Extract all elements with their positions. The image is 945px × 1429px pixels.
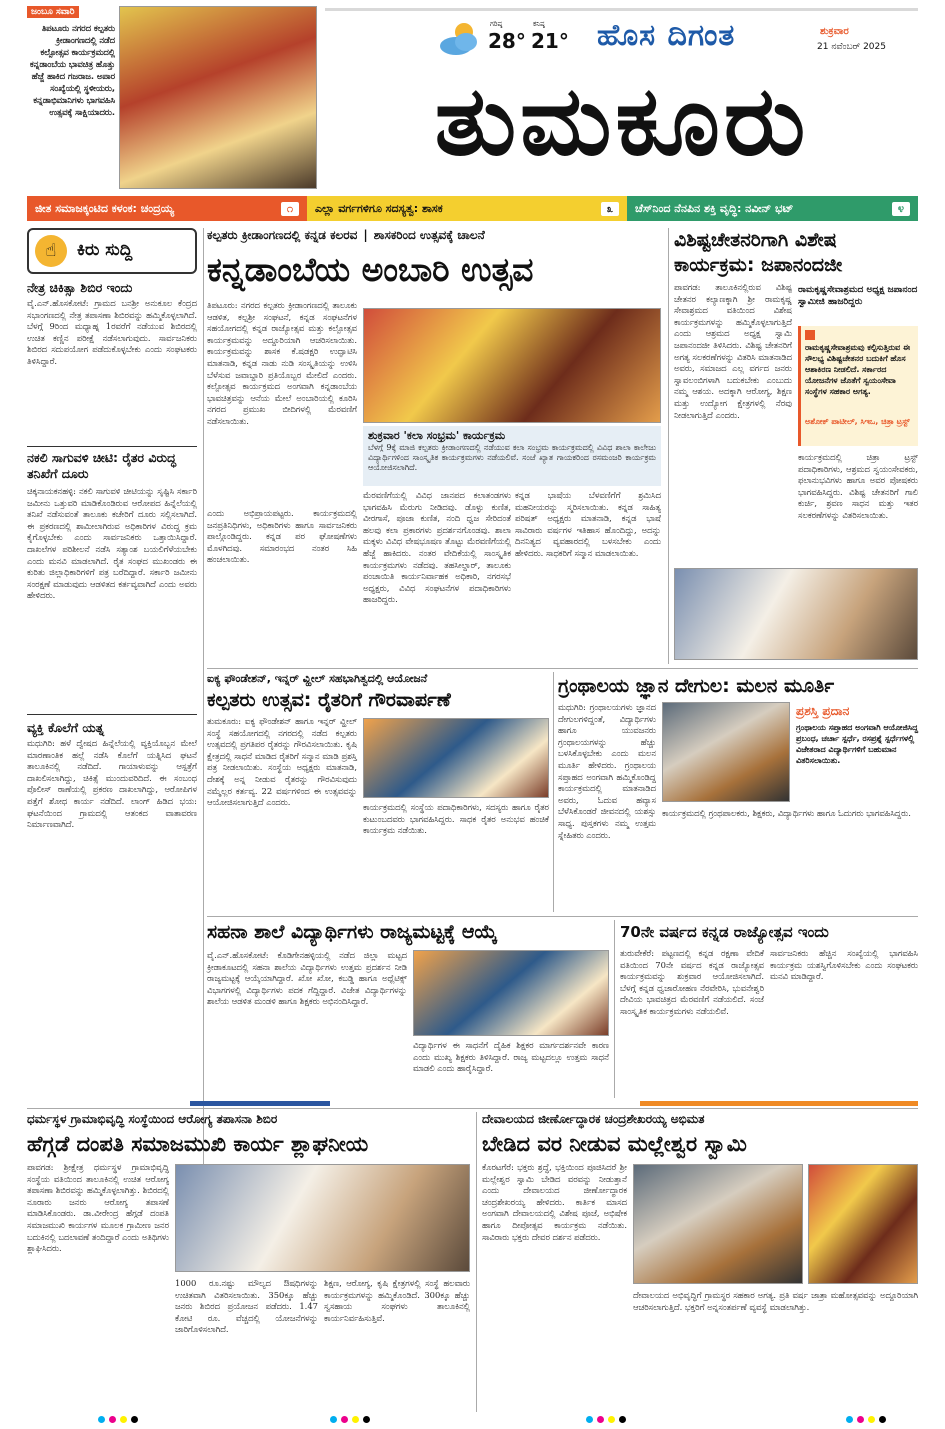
mid-left-body-2: ಕಾರ್ಯಕ್ರಮದಲ್ಲಿ ಸಂಸ್ಥೆಯ ಪದಾಧಿಕಾರಿಗಳು, ಸದಸ್ಯರು ಹಾಗೂ ರೈತರ ಕುಟುಂಬದವರು ಭಾಗವಹಿಸಿದ್ದರು. ಸಾಧಕ ರೈತರ ಅನುಭವ ಹಂಚಿಕೆ ಕಾರ್ಯಕ್ರಮ ನಡೆಯಿತು.	[363, 802, 549, 836]
bottom-left-story	[27, 1112, 470, 1412]
registration-marks	[330, 1416, 370, 1423]
pull-quote: ರಾಮಕೃಷ್ಣಸೇವಾಶ್ರಮದ ಅಧ್ಯಕ್ಷ ಜಪಾನಂದ ಸ್ವಾಮೀಜಿ ಹಾಜರಿದ್ದರು	[798, 285, 918, 307]
city-title: ತುಮಕೂರು	[434, 65, 810, 177]
mid-right-headline[interactable]: ಗ್ರಂಥಾಲಯ ಜ್ಞಾನ ದೇಗುಲ: ಮಲನ ಮೂರ್ತಿ	[558, 675, 835, 697]
reg-dot	[131, 1416, 138, 1423]
column-divider	[203, 228, 204, 1228]
right-body-col2: ಕಾರ್ಯಕ್ರಮದಲ್ಲಿ ಚಿತ್ರಾ ಟ್ರಸ್ಟ್ ಪದಾಧಿಕಾರಿಗಳು, ಆಶ್ರಮದ ಸ್ವಯಂಸೇವಕರು, ಫಲಾನುಭವಿಗಳು ಹಾಗೂ ಅವರ ಪೋಷಕರು ಭಾಗವಹಿಸಿದ್ದರು. ವಿಶಿಷ್ಟ ಚೇತನರಿಗೆ ಗಾಲಿ ಕುರ್ಚಿ, ಶ್ರವಣ ಸಾಧನ ಮತ್ತು ಇತರ ಸಲಕರಣೆಗಳನ್ನು ವಿತರಿಸಲಾಯಿತು.	[798, 452, 918, 520]
ticker-item-text: ಎಲ್ಲಾ ವರ್ಗಗಳಿಗೂ ಸದಸ್ಯತ್ವ: ಶಾಸಕ	[315, 201, 443, 215]
reg-dot	[608, 1416, 615, 1423]
lead-kicker	[207, 228, 662, 243]
ticker-bar	[27, 196, 918, 221]
reg-dot	[109, 1416, 116, 1423]
lead-kicker-1: ಕಲ್ಪತರು ಕ್ರೀಡಾಂಗಣದಲ್ಲಿ ಕನ್ನಡ ಕಲರವ	[207, 228, 358, 242]
quote-author: ಅಶೋಕ್ ಪಾಟೀಲ್, ಸಿಇಒ, ಚಿತ್ರಾ ಟ್ರಸ್ಟ್	[805, 417, 910, 426]
right-photo	[674, 568, 918, 660]
mid-right-story	[558, 672, 918, 912]
lead-caption-box	[363, 426, 661, 486]
hand-icon: ☝	[35, 235, 67, 267]
weather	[436, 18, 569, 60]
lead-kicker-2: ಶಾಸಕರಿಂದ ಉತ್ಸವಕ್ಕೆ ಚಾಲನೆ	[373, 228, 485, 242]
masthead	[0, 0, 945, 195]
top-photo-tag: ಜಂಬೂ ಸವಾರಿ	[27, 6, 79, 18]
reg-dot	[586, 1416, 593, 1423]
ticker-item-text: ಜೀತ ಸಮಾಜಕ್ಕಂಟಿದ ಕಳಂಕ: ಚಂದ್ರಯ್ಯ	[35, 201, 175, 215]
sahana-body-2: ವಿದ್ಯಾರ್ಥಿಗಳ ಈ ಸಾಧನೆಗೆ ದೈಹಿಕ ಶಿಕ್ಷಕರ ಮಾರ್ಗದರ್ಶನವೇ ಕಾರಣ ಎಂದು ಮುಖ್ಯ ಶಿಕ್ಷಕರು ತಿಳಿಸಿದ್ದಾರೆ. ರಾಜ್ಯ ಮಟ್ಟದಲ್ಲೂ ಉತ್ತಮ ಸಾಧನೆ ಮಾಡಲಿ ಎಂದು ಹಾರೈಸಿದ್ದಾರೆ.	[413, 1040, 609, 1074]
ticker-item[interactable]	[27, 196, 307, 221]
weather-cloud-sun-icon	[436, 18, 484, 58]
registration-marks	[846, 1416, 886, 1423]
lead-photo	[363, 308, 661, 423]
mid-left-story	[207, 672, 549, 912]
sahana-body: ವೈ.ಎನ್.ಹೊಸಕೋಟೆ: ಕೊಡಿಗೇನಹಳ್ಳಿಯಲ್ಲಿ ನಡೆದ ಜಿಲ್ಲಾ ಮಟ್ಟದ ಕ್ರೀಡಾಕೂಟದಲ್ಲಿ ಸಹನಾ ಶಾಲೆಯ ವಿದ್ಯಾರ್ಥಿಗಳು ಉತ್ತಮ ಪ್ರದರ್ಶನ ನೀಡಿ ರಾಜ್ಯಮಟ್ಟಕ್ಕೆ ಆಯ್ಕೆಯಾಗಿದ್ದಾರೆ. ಖೋ ಖೋ, ಕಬಡ್ಡಿ ಹಾಗೂ ಅಥ್ಲೆಟಿಕ್ಸ್ ವಿಭಾಗಗಳಲ್ಲಿ ವಿದ್ಯಾರ್ಥಿಗಳು ಪದಕ ಗೆದ್ದಿದ್ದಾರೆ. ವಿಜೇತ ವಿದ್ಯಾರ್ಥಿಗಳನ್ನು ಶಾಲೆಯ ಆಡಳಿತ ಮಂಡಳಿ ಹಾಗೂ ಶಿಕ್ಷಕರು ಅಭಿನಂದಿಸಿದ್ದಾರೆ.	[207, 950, 407, 1007]
right-headline[interactable]: ವಿಶಿಷ್ಟಚೇತನರಿಗಾಗಿ ವಿಶೇಷ ಕಾರ್ಯಕ್ರಮ: ಜಪಾನಂದಜೀ	[674, 229, 843, 276]
column-divider	[476, 1112, 477, 1412]
mid-right-photo	[662, 702, 790, 802]
reg-dot	[363, 1416, 370, 1423]
reg-dot	[868, 1416, 875, 1423]
ticker-item[interactable]	[307, 196, 627, 221]
reg-dot	[341, 1416, 348, 1423]
lead-body-col3: ಕನ್ನಡ ಭಾಷೆಯ ಬೆಳವಣಿಗೆಗೆ ಶ್ರಮಿಸಿದ ಮಹನೀಯರನ್ನು ಸ್ಮರಿಸಲಾಯಿತು. ಕನ್ನಡ ಸಾಹಿತ್ಯ ಪರಿಷತ್ ಅಧ್ಯಕ್ಷರು ಮಾತನಾಡಿ, ಕನ್ನಡ ಭಾಷೆ ಸಾವಿರಾರು ವರ್ಷಗಳ ಇತಿಹಾಸ ಹೊಂದಿದ್ದು, ಅದನ್ನು ದಿನನಿತ್ಯದ ವ್ಯವಹಾರದಲ್ಲಿ ಬಳಸಬೇಕು ಎಂದು ಹೇಳಿದರು. ಸಾಧಕರಿಗೆ ಸನ್ಮಾನ ಮಾಡಲಾಯಿತು.	[515, 490, 661, 558]
quote-text: ರಾಮಕೃಷ್ಣಸೇವಾಶ್ರಮವು ಕಲ್ಪಿಸುತ್ತಿರುವ ಈ ಸೌಲಭ್ಯ ವಿಶಿಷ್ಟಚೇತನರ ಬದುಕಿಗೆ ಹೊಸ ಆಶಾಕಿರಣ ನೀಡಲಿದೆ. ಸರ್ಕಾರದ ಯೋಜನೆಗಳ ಜೊತೆಗೆ ಸ್ವಯಂಸೇವಾ ಸಂಸ್ಥೆಗಳ ಸಹಕಾರ ಅಗತ್ಯ.	[805, 343, 910, 396]
mid-left-headline[interactable]: ಕಲ್ಪತರು ಉತ್ಸವ: ರೈತರಿಗೆ ಗೌರವಾರ್ಪಣೆ	[207, 689, 451, 711]
temp-max: 28°	[488, 29, 526, 53]
bottom-left-kicker: ಧರ್ಮಸ್ಥಳ ಗ್ರಾಮಾಭಿವೃದ್ಧಿ ಸಂಸ್ಥೆಯಿಂದ ಆರೋಗ್ಯ ತಪಾಸನಾ ಶಿಬಿರ	[27, 1112, 278, 1126]
lead-body-col2: ಮೆರವಣಿಗೆಯಲ್ಲಿ ವಿವಿಧ ಜಾನಪದ ಕಲಾತಂಡಗಳು ಭಾಗವಹಿಸಿ ಮೆರುಗು ನೀಡಿದವು. ಡೊಳ್ಳು ಕುಣಿತ, ವೀರಗಾಸೆ, ಪೂಜಾ ಕುಣಿತ, ನಂದಿ ಧ್ವಜ ಸೇರಿದಂತೆ ಹಲವು ಕಲಾ ಪ್ರಕಾರಗಳು ಪ್ರದರ್ಶನಗೊಂಡವು. ಶಾಲಾ ಮಕ್ಕಳು ವಿವಿಧ ವೇಷಭೂಷಣ ತೊಟ್ಟು ಮೆರವಣಿಗೆಯಲ್ಲಿ ಹೆಜ್ಜೆ ಹಾಕಿದರು. ನಂತರ ವೇದಿಕೆಯಲ್ಲಿ ಸಾಂಸ್ಕೃತಿಕ ಕಾರ್ಯಕ್ರಮಗಳು ನಡೆದವು. ತಹಸೀಲ್ದಾರ್, ತಾಲೂಕು ಪಂಚಾಯಿತಿ ಕಾರ್ಯನಿರ್ವಾಹಕ ಅಧಿಕಾರಿ, ನಗರಸಭೆ ಅಧ್ಯಕ್ಷರು, ವಿವಿಧ ಸಂಘಟನೆಗಳ ಪದಾಧಿಕಾರಿಗಳು ಹಾಜರಿದ್ದರು.	[363, 490, 511, 605]
award-head: ಪ್ರಶಸ್ತಿ ಪ್ರದಾನ	[796, 704, 850, 718]
bottom-left-photo	[175, 1164, 470, 1272]
ticker-item[interactable]	[627, 196, 918, 221]
ticker-item-text: ಚೆಸ್‌ನಿಂದ ನೆನಪಿನ ಶಕ್ತಿ ವೃದ್ಧಿ: ನವೀನ್ ಭಟ್	[635, 201, 794, 215]
brief-headline[interactable]: ವ್ಯಕ್ತಿ ಕೊಲೆಗೆ ಯತ್ನ	[27, 720, 105, 735]
bottom-right-story	[482, 1112, 918, 1412]
kiru-suddi-header	[27, 228, 197, 274]
lead-story	[207, 228, 662, 664]
bottom-left-body-3: ಶಿಕ್ಷಣ, ಆರೋಗ್ಯ, ಕೃಷಿ ಕ್ಷೇತ್ರಗಳಲ್ಲಿ ಸಂಸ್ಥೆ ಹಲವಾರು ಕಾರ್ಯಕ್ರಮಗಳನ್ನು ಹಮ್ಮಿಕೊಂಡಿದೆ. 300ಕ್ಕೂ ಹೆಚ್ಚು ಸ್ವಸಹಾಯ ಸಂಘಗಳು ತಾಲೂಕಿನಲ್ಲಿ ಕಾರ್ಯನಿರ್ವಹಿಸುತ್ತಿವೆ.	[324, 1278, 470, 1323]
temp-min: 21°	[531, 29, 569, 53]
lead-body-col1b: ಎಂದು ಅಭಿಪ್ರಾಯಪಟ್ಟರು. ಕಾರ್ಯಕ್ರಮದಲ್ಲಿ ಜನಪ್ರತಿನಿಧಿಗಳು, ಅಧಿಕಾರಿಗಳು ಹಾಗೂ ಸಾರ್ವಜನಿಕರು ಪಾಲ್ಗೊಂಡಿದ್ದರು. ಕನ್ನಡ ಪರ ಘೋಷಣೆಗಳು ಮೊಳಗಿದವು. ಸಮಾರಂಭದ ನಂತರ ಸಿಹಿ ಹಂಚಲಾಯಿತು.	[207, 508, 357, 565]
bottom-left-headline[interactable]: ಹೆಗ್ಗಡೆ ದಂಪತಿ ಸಮಾಜಮುಖಿ ಕಾರ್ಯ ಶ್ಲಾಘನೀಯ	[27, 1132, 369, 1156]
sahana-photo	[413, 950, 609, 1036]
ticker-item-page: ೧	[281, 202, 299, 216]
mid-left-photo	[363, 718, 549, 798]
bottom-right-photo-deity	[808, 1164, 918, 1284]
kicker-separator: |	[363, 228, 368, 242]
divider	[27, 714, 197, 715]
top-photo-caption: ತಿಪಟೂರು ನಗರದ ಕಲ್ಪತರು ಕ್ರೀಡಾಂಗಣದಲ್ಲಿ ನಡೆದ ಕಲ್ಪೋತ್ಸವ ಕಾರ್ಯಕ್ರಮದಲ್ಲಿ ಕನ್ನಡಾಂಬೆಯ ಭಾವಚಿತ್ರ ಹೊತ್ತು ಹೆಜ್ಜೆ ಹಾಕಿದ ಗಜರಾಜ. ಅಪಾರ ಸಂಖ್ಯೆಯಲ್ಲಿ ಸ್ಥಳೀಯರು, ಕನ್ನಡಾಭಿಮಾನಿಗಳು ಭಾಗವಹಿಸಿ ಉತ್ಸವಕ್ಕೆ ಸಾಕ್ಷಿಯಾದರು.	[29, 23, 115, 117]
section-divider	[27, 1108, 918, 1109]
column-divider	[668, 228, 669, 664]
brief-body: ಮಧುಗಿರಿ: ಹಳೆ ದ್ವೇಷದ ಹಿನ್ನೆಲೆಯಲ್ಲಿ ವ್ಯಕ್ತಿಯೊಬ್ಬನ ಮೇಲೆ ಮಾರಣಾಂತಿಕ ಹಲ್ಲೆ ನಡೆಸಿ ಕೊಲೆಗೆ ಯತ್ನಿಸಿದ ಘಟನೆ ತಾಲೂಕಿನಲ್ಲಿ ನಡೆದಿದೆ. ಗಾಯಾಳುವನ್ನು ಆಸ್ಪತ್ರೆಗೆ ದಾಖಲಿಸಲಾಗಿದ್ದು, ಚಿಕಿತ್ಸೆ ಮುಂದುವರಿದಿದೆ. ಈ ಸಂಬಂಧ ಪೊಲೀಸ್ ಠಾಣೆಯಲ್ಲಿ ಪ್ರಕರಣ ದಾಖಲಾಗಿದ್ದು, ಆರೋಪಿಗಳ ಪತ್ತೆಗೆ ಶೋಧ ಕಾರ್ಯ ನಡೆದಿದೆ. ಲಾಂಗ್ ಹಿಡಿದ ಭಯ: ಘಟನೆಯಿಂದ ಗ್ರಾಮದಲ್ಲಿ ಆತಂಕದ ವಾತಾವರಣ ನಿರ್ಮಾಣವಾಗಿದೆ.	[27, 738, 197, 830]
mid-left-kicker: ಐಕ್ಯ ಫೌಂಡೇಶನ್, ಇನ್ನರ್ ವ್ಹೀಲ್ ಸಹಭಾಗಿತ್ವದಲ್ಲಿ ಆಯೋಜನೆ	[207, 672, 428, 685]
lead-headline[interactable]: ಕನ್ನಡಾಂಬೆಯ ಅಂಬಾರಿ ಉತ್ಸವ	[207, 250, 534, 289]
rajyotsava-headline[interactable]: 70ನೇ ವರ್ಷದ ಕನ್ನಡ ರಾಜ್ಯೋತ್ಸವ ಇಂದು	[620, 923, 829, 941]
award-body: ಗ್ರಂಥಾಲಯ ಸಪ್ತಾಹದ ಅಂಗವಾಗಿ ಆಯೋಜಿಸಿದ್ದ ಪ್ರಬಂಧ, ಚರ್ಚಾ ಸ್ಪರ್ಧೆ, ರಸಪ್ರಶ್ನೆ ಸ್ಪರ್ಧೆಗಳಲ್ಲಿ ವಿಜೇತರಾದ ವಿದ್ಯಾರ್ಥಿಗಳಿಗೆ ಬಹುಮಾನ ವಿತರಿಸಲಾಯಿತು.	[796, 723, 919, 765]
reg-dot	[846, 1416, 853, 1423]
right-body-col1: ಪಾವಗಡ: ತಾಲೂಕಿನಲ್ಲಿರುವ ವಿಶಿಷ್ಟ ಚೇತನರ ಕಲ್ಯಾಣಕ್ಕಾಗಿ ಶ್ರೀ ರಾಮಕೃಷ್ಣ ಸೇವಾಶ್ರಮದ ವತಿಯಿಂದ ವಿಶೇಷ ಕಾರ್ಯಕ್ರಮಗಳನ್ನು ಹಮ್ಮಿಕೊಳ್ಳಲಾಗುತ್ತಿದೆ ಎಂದು ಆಶ್ರಮದ ಅಧ್ಯಕ್ಷ ಸ್ವಾಮಿ ಜಪಾನಂದಜೀ ತಿಳಿಸಿದರು. ವಿಶಿಷ್ಟ ಚೇತನರಿಗೆ ಅಗತ್ಯ ಸಲಕರಣೆಗಳನ್ನು ವಿತರಿಸಿ ಮಾತನಾಡಿದ ಅವರು, ಸಮಾಜದ ಎಲ್ಲ ವರ್ಗದ ಜನರು ಸ್ವಾವಲಂಬಿಗಳಾಗಿ ಬದುಕಬೇಕು ಎಂಬುದು ನಮ್ಮ ಆಶಯ. ಅದಕ್ಕಾಗಿ ಆರೋಗ್ಯ, ಶಿಕ್ಷಣ ಮತ್ತು ಉದ್ಯೋಗ ಕ್ಷೇತ್ರಗಳಲ್ಲಿ ನೆರವು ನೀಡಲಾಗುತ್ತಿದೆ ಎಂದರು.	[674, 282, 792, 420]
sahana-story	[207, 920, 609, 1098]
mid-right-body: ಮಧುಗಿರಿ: ಗ್ರಂಥಾಲಯಗಳು ಜ್ಞಾನದ ದೇಗುಲಗಳಿದ್ದಂತೆ, ವಿದ್ಯಾರ್ಥಿಗಳು ಹಾಗೂ ಯುವಜನರು ಗ್ರಂಥಾಲಯಗಳನ್ನು ಹೆಚ್ಚು ಬಳಸಿಕೊಳ್ಳಬೇಕು ಎಂದು ಮಲನ ಮೂರ್ತಿ ಹೇಳಿದರು. ಗ್ರಂಥಾಲಯ ಸಪ್ತಾಹದ ಅಂಗವಾಗಿ ಹಮ್ಮಿಕೊಂಡಿದ್ದ ಕಾರ್ಯಕ್ರಮದಲ್ಲಿ ಮಾತನಾಡಿದ ಅವರು, ಓದುವ ಹವ್ಯಾಸ ಬೆಳೆಸಿಕೊಂಡರೆ ಜೀವನದಲ್ಲಿ ಯಶಸ್ಸು ಸಾಧ್ಯ. ಪುಸ್ತಕಗಳು ನಮ್ಮ ಉತ್ತಮ ಸ್ನೇಹಿತರು ಎಂದರು.	[558, 702, 656, 840]
brief-headline[interactable]: ನೇತ್ರ ಚಿಕಿತ್ಸಾ ಶಿಬಿರ ಇಂದು	[27, 280, 133, 295]
registration-marks	[586, 1416, 626, 1423]
reg-dot	[98, 1416, 105, 1423]
sahana-headline[interactable]: ಸಹನಾ ಶಾಲೆ ವಿದ್ಯಾರ್ಥಿಗಳು ರಾಜ್ಯಮಟ್ಟಕ್ಕೆ ಆಯ್ಕೆ	[207, 921, 498, 943]
right-story	[674, 228, 918, 664]
reg-dot	[330, 1416, 337, 1423]
quote-icon	[805, 330, 815, 340]
brief-body: ಚಿಕ್ಕನಾಯಕನಹಳ್ಳಿ: ನಕಲಿ ಸಾಗುವಳಿ ಚೀಟಿಯನ್ನು ಸೃಷ್ಟಿಸಿ ಸರ್ಕಾರಿ ಜಮೀನು ಒತ್ತುವರಿ ಮಾಡಿಕೊಂಡಿರುವ ಆರೋಪದ ಹಿನ್ನೆಲೆಯಲ್ಲಿ ತನಿಖೆ ನಡೆಸುವಂತೆ ತಾಲೂಕು ಕಚೇರಿಗೆ ದೂರು ಸಲ್ಲಿಸಲಾಗಿದೆ. ಈ ಪ್ರಕರಣದಲ್ಲಿ ಶಾಮೀಲಾಗಿರುವ ಅಧಿಕಾರಿಗಳ ವಿರುದ್ಧ ಕ್ರಮ ಕೈಗೊಳ್ಳಬೇಕು ಎಂದು ಸಾರ್ವಜನಿಕರು ಒತ್ತಾಯಿಸಿದ್ದಾರೆ. ದಾಖಲೆಗಳ ಪರಿಶೀಲನೆ ನಡೆಸಿ ಸತ್ಯಾಂಶ ಬಯಲಿಗೆಳೆಯಬೇಕು ಎಂದು ಮನವಿ ಮಾಡಲಾಗಿದೆ. ರೈತ ಸಂಘದ ಮುಖಂಡರು ಈ ಕುರಿತು ಜಿಲ್ಲಾಧಿಕಾರಿಗಳಿಗೆ ಪತ್ರ ಬರೆದಿದ್ದಾರೆ. ಸರ್ಕಾರಿ ಜಮೀನು ಸಂರಕ್ಷಣೆ ಮಾಡುವುದು ಆಡಳಿತದ ಕರ್ತವ್ಯವಾಗಿದೆ ಎಂದು ಅವರು ಹೇಳಿದರು.	[27, 486, 197, 601]
caption-body: ಬೆಳಗ್ಗೆ 9ಕ್ಕೆ ಮಾಜಿ ಕಲ್ಪತರು ಕ್ರೀಡಾಂಗಣದಲ್ಲಿ ನಡೆಯುವ ಕಲಾ ಸಂಭ್ರಮ ಕಾರ್ಯಕ್ರಮದಲ್ಲಿ ವಿವಿಧ ಶಾಲಾ ಕಾಲೇಜು ವಿದ್ಯಾರ್ಥಿಗಳಿಂದ ಸಾಂಸ್ಕೃತಿಕ ಕಾರ್ಯಕ್ರಮಗಳು ನಡೆಯಲಿವೆ. ಸಂಜೆ ಖ್ಯಾತ ಗಾಯಕರಿಂದ ರಸಮಂಜರಿ ಕಾರ್ಯಕ್ರಮ ಆಯೋಜಿಸಲಾಗಿದೆ.	[368, 443, 656, 472]
brand-logo: ಹೊಸ ದಿಗಂತ	[597, 18, 736, 53]
ticker-item-page: ೩	[601, 202, 619, 216]
top-rule	[325, 8, 918, 11]
reg-dot	[120, 1416, 127, 1423]
bottom-right-headline[interactable]: ಬೇಡಿದ ವರ ನೀಡುವ ಮಲ್ಲೇಶ್ವರ ಸ್ವಾಮಿ	[482, 1132, 747, 1156]
lead-body-col1: ತಿಪಟೂರು: ನಗರದ ಕಲ್ಪತರು ಕ್ರೀಡಾಂಗಣದಲ್ಲಿ ತಾಲೂಕು ಆಡಳಿತ, ಕಲ್ಪಶ್ರೀ ಸಂಘಟನೆ, ಕನ್ನಡ ಸಂಘಟನೆಗಳ ಸಹಯೋಗದಲ್ಲಿ ಕನ್ನಡ ರಾಜ್ಯೋತ್ಸವ ಮತ್ತು ಕಲ್ಪೋತ್ಸವ ಕಾರ್ಯಕ್ರಮವನ್ನು ಅದ್ದೂರಿಯಾಗಿ ಆಚರಿಸಲಾಯಿತು. ಕಾರ್ಯಕ್ರಮವನ್ನು ಶಾಸಕ ಕೆ.ಷಡಕ್ಷರಿ ಉದ್ಘಾಟಿಸಿ ಮಾತನಾಡಿ, ಕನ್ನಡ ನಾಡು ನುಡಿ ಸಂಸ್ಕೃತಿಯನ್ನು ಉಳಿಸಿ ಬೆಳೆಸುವ ಜವಾಬ್ದಾರಿ ಪ್ರತಿಯೊಬ್ಬರ ಮೇಲಿದೆ ಎಂದರು. ಕಲ್ಪೋತ್ಸವ ಕಾರ್ಯಕ್ರಮದ ಅಂಗವಾಗಿ ಕನ್ನಡಾಂಬೆಯ ಭಾವಚಿತ್ರವನ್ನು ಆನೆಯ ಮೇಲೆ ಅಂಬಾರಿಯಲ್ಲಿ ಕೂರಿಸಿ ನಗರದ ಪ್ರಮುಖ ಬೀದಿಗಳಲ್ಲಿ ಮೆರವಣಿಗೆ ನಡೆಸಲಾಯಿತು.	[207, 300, 357, 426]
caption-headline: ಶುಕ್ರವಾರ 'ಕಲಾ ಸಂಭ್ರಮ' ಕಾರ್ಯಕ್ರಮ	[368, 429, 506, 442]
column-divider	[553, 672, 554, 912]
rajyotsava-body: ತುರುವೇಕೆರೆ: ಪಟ್ಟಣದಲ್ಲಿ ಕನ್ನಡ ರಕ್ಷಣಾ ವೇದಿಕೆ ವತಿಯಿಂದ 70ನೇ ವರ್ಷದ ಕನ್ನಡ ರಾಜ್ಯೋತ್ಸವ ಕಾರ್ಯಕ್ರಮವನ್ನು ಶುಕ್ರವಾರ ಆಯೋಜಿಸಲಾಗಿದೆ. ಬೆಳಗ್ಗೆ ಕನ್ನಡ ಧ್ವಜಾರೋಹಣ ನೆರವೇರಿಸಿ, ಭುವನೇಶ್ವರಿ ದೇವಿಯ ಭಾವಚಿತ್ರದ ಮೆರವಣಿಗೆ ನಡೆಯಲಿದೆ. ಸಂಜೆ ಸಾಂಸ್ಕೃತಿಕ ಕಾರ್ಯಕ್ರಮಗಳು ನಡೆಯಲಿವೆ.	[620, 948, 764, 1016]
reg-dot	[352, 1416, 359, 1423]
temp-max-label: ಗರಿಷ್ಠ	[490, 20, 503, 28]
bottom-right-kicker: ದೇವಾಲಯದ ಜೀರ್ಣೋದ್ಧಾರಕ ಚಂದ್ರಶೇಖರಯ್ಯ ಅಭಿಮತ	[482, 1112, 705, 1126]
bottom-left-body: ಪಾವಗಡ: ಶ್ರೀಕ್ಷೇತ್ರ ಧರ್ಮಸ್ಥಳ ಗ್ರಾಮಾಭಿವೃದ್ಧಿ ಸಂಸ್ಥೆಯ ವತಿಯಿಂದ ತಾಲೂಕಿನಲ್ಲಿ ಉಚಿತ ಆರೋಗ್ಯ ತಪಾಸಣಾ ಶಿಬಿರವನ್ನು ಹಮ್ಮಿಕೊಳ್ಳಲಾಗಿತ್ತು. ಶಿಬಿರದಲ್ಲಿ ನೂರಾರು ಜನರು ಆರೋಗ್ಯ ತಪಾಸಣೆ ಮಾಡಿಸಿಕೊಂಡರು. ಡಾ.ವೀರೇಂದ್ರ ಹೆಗ್ಗಡೆ ದಂಪತಿ ಸಮಾಜಮುಖಿ ಕಾರ್ಯಗಳ ಮೂಲಕ ಗ್ರಾಮೀಣ ಜನರ ಬದುಕಿನಲ್ಲಿ ಬದಲಾವಣೆ ತಂದಿದ್ದಾರೆ ಎಂದು ಅತಿಥಿಗಳು ಶ್ಲಾಘಿಸಿದರು.	[27, 1162, 169, 1254]
top-photo-elephant	[119, 6, 317, 189]
top-photo-box	[27, 6, 317, 189]
bottom-left-body-2: 1000 ರೂ.ನಷ್ಟು ಮೌಲ್ಯದ ಔಷಧಿಗಳನ್ನು ಉಚಿತವಾಗಿ ವಿತರಿಸಲಾಯಿತು. 350ಕ್ಕೂ ಹೆಚ್ಚು ಜನರು ಶಿಬಿರದ ಪ್ರಯೋಜನ ಪಡೆದರು. 1.47 ಕೋಟಿ ರೂ. ವೆಚ್ಚದಲ್ಲಿ ಯೋಜನೆಗಳನ್ನು ಜಾರಿಗೊಳಿಸಲಾಗಿದೆ.	[175, 1278, 318, 1335]
brief-body: ವೈ.ಎನ್.ಹೊಸಕೋಟೆ: ಗ್ರಾಮದ ಬನಶ್ರೀ ಅನುಕೂಲ ಕೆಂದ್ರದ ಸಭಾಂಗಣದಲ್ಲಿ ನೇತ್ರ ತಪಾಸಣಾ ಶಿಬಿರವನ್ನು ಹಮ್ಮಿಕೊಳ್ಳಲಾಗಿದೆ. ಬೆಳಗ್ಗೆ 9ರಿಂದ ಮಧ್ಯಾಹ್ನ 1ರವರೆಗೆ ನಡೆಯುವ ಶಿಬಿರದಲ್ಲಿ ಉಚಿತ ಕಣ್ಣಿನ ಪರೀಕ್ಷೆ ನಡೆಸಲಾಗುವುದು. ಸಾರ್ವಜನಿಕರು ಶಿಬಿರದ ಸದುಪಯೋಗ ಪಡೆದುಕೊಳ್ಳಬೇಕು ಎಂದು ಸಂಘಟಕರು ತಿಳಿಸಿದ್ದಾರೆ.	[27, 298, 197, 366]
reg-dot	[619, 1416, 626, 1423]
rajyotsava-story	[620, 920, 918, 1098]
section-divider	[207, 916, 918, 917]
reg-dot	[879, 1416, 886, 1423]
mid-right-body-2: ಕಾರ್ಯಕ್ರಮದಲ್ಲಿ ಗ್ರಂಥಪಾಲಕರು, ಶಿಕ್ಷಕರು, ವಿದ್ಯಾರ್ಥಿಗಳು ಹಾಗೂ ಓದುಗರು ಭಾಗವಹಿಸಿದ್ದರು.	[662, 808, 911, 818]
issue-date: 21 ನವೆಂಬರ್ 2025	[817, 42, 886, 52]
bottom-right-body: ಕೊರಟಗೆರೆ: ಭಕ್ತರು ಶ್ರದ್ಧೆ, ಭಕ್ತಿಯಿಂದ ಪೂಜಿಸಿದರೆ ಶ್ರೀ ಮಲ್ಲೇಶ್ವರ ಸ್ವಾಮಿ ಬೇಡಿದ ವರವನ್ನು ನೀಡುತ್ತಾನೆ ಎಂದು ದೇವಾಲಯದ ಜೀರ್ಣೋದ್ಧಾರಕ ಚಂದ್ರಶೇಖರಯ್ಯ ಹೇಳಿದರು. ಕಾರ್ತಿಕ ಮಾಸದ ಅಂಗವಾಗಿ ದೇವಾಲಯದಲ್ಲಿ ವಿಶೇಷ ಪೂಜೆ, ಅಭಿಷೇಕ ಹಾಗೂ ದೀಪೋತ್ಸವ ಕಾರ್ಯಕ್ರಮ ನಡೆಯಿತು. ಸಾವಿರಾರು ಭಕ್ತರು ದೇವರ ದರ್ಶನ ಪಡೆದರು.	[482, 1162, 627, 1242]
section-title: ಕಿರು ಸುದ್ದಿ	[77, 240, 133, 260]
bottom-right-photo-group	[633, 1164, 803, 1284]
temp-min-label: ಕನಿಷ್ಠ	[533, 20, 545, 28]
rajyotsava-body-2: ಸಾರ್ವಜನಿಕರು ಹೆಚ್ಚಿನ ಸಂಖ್ಯೆಯಲ್ಲಿ ಭಾಗವಹಿಸಿ ಕಾರ್ಯಕ್ರಮ ಯಶಸ್ವಿಗೊಳಿಸಬೇಕು ಎಂದು ಸಂಘಟಕರು ಮನವಿ ಮಾಡಿದ್ದಾರೆ.	[770, 948, 918, 982]
registration-marks	[98, 1416, 138, 1423]
rule-orange	[640, 1101, 918, 1106]
section-divider	[207, 668, 918, 669]
ticker-item-page: ೪	[892, 202, 910, 216]
reg-dot	[597, 1416, 604, 1423]
divider	[27, 446, 197, 447]
rule-blue	[190, 1101, 330, 1106]
issue-day: ಶುಕ್ರವಾರ	[820, 26, 849, 37]
column-divider	[614, 920, 615, 1098]
reg-dot	[857, 1416, 864, 1423]
brief-headline[interactable]: ನಕಲಿ ಸಾಗುವಳಿ ಚೀಟಿ: ರೈತರ ವಿರುದ್ಧ ತನಿಖೆಗೆ ದೂರು	[27, 450, 177, 481]
mid-left-body: ತುಮಕೂರು: ಐಕ್ಯ ಫೌಂಡೇಶನ್ ಹಾಗೂ ಇನ್ನರ್ ವ್ಹೀಲ್ ಸಂಸ್ಥೆ ಸಹಯೋಗದಲ್ಲಿ ನಗರದಲ್ಲಿ ನಡೆದ ಕಲ್ಪತರು ಉತ್ಸವದಲ್ಲಿ ಪ್ರಗತಿಪರ ರೈತರನ್ನು ಗೌರವಿಸಲಾಯಿತು. ಕೃಷಿ ಕ್ಷೇತ್ರದಲ್ಲಿ ಸಾಧನೆ ಮಾಡಿದ ರೈತರಿಗೆ ಸನ್ಮಾನ ಮಾಡಿ ಪ್ರಶಸ್ತಿ ಪತ್ರ ನೀಡಲಾಯಿತು. ಸಂಸ್ಥೆಯ ಅಧ್ಯಕ್ಷರು ಮಾತನಾಡಿ, ದೇಶಕ್ಕೆ ಅನ್ನ ನೀಡುವ ರೈತರನ್ನು ಗೌರವಿಸುವುದು ನಮ್ಮೆಲ್ಲರ ಕರ್ತವ್ಯ. 22 ವರ್ಷಗಳಿಂದ ಈ ಉತ್ಸವವನ್ನು ಆಯೋಜಿಸಲಾಗುತ್ತಿದೆ ಎಂದರು.	[207, 716, 357, 808]
quote-box	[798, 326, 918, 446]
bottom-right-body-2: ದೇವಾಲಯದ ಅಭಿವೃದ್ಧಿಗೆ ಗ್ರಾಮಸ್ಥರ ಸಹಕಾರ ಅಗತ್ಯ. ಪ್ರತಿ ವರ್ಷ ಜಾತ್ರಾ ಮಹೋತ್ಸವವನ್ನು ಅದ್ದೂರಿಯಾಗಿ ಆಚರಿಸಲಾಗುತ್ತಿದೆ. ಭಕ್ತರಿಗೆ ಅನ್ನಸಂತರ್ಪಣೆ ವ್ಯವಸ್ಥೆ ಮಾಡಲಾಗಿತ್ತು.	[633, 1290, 918, 1312]
